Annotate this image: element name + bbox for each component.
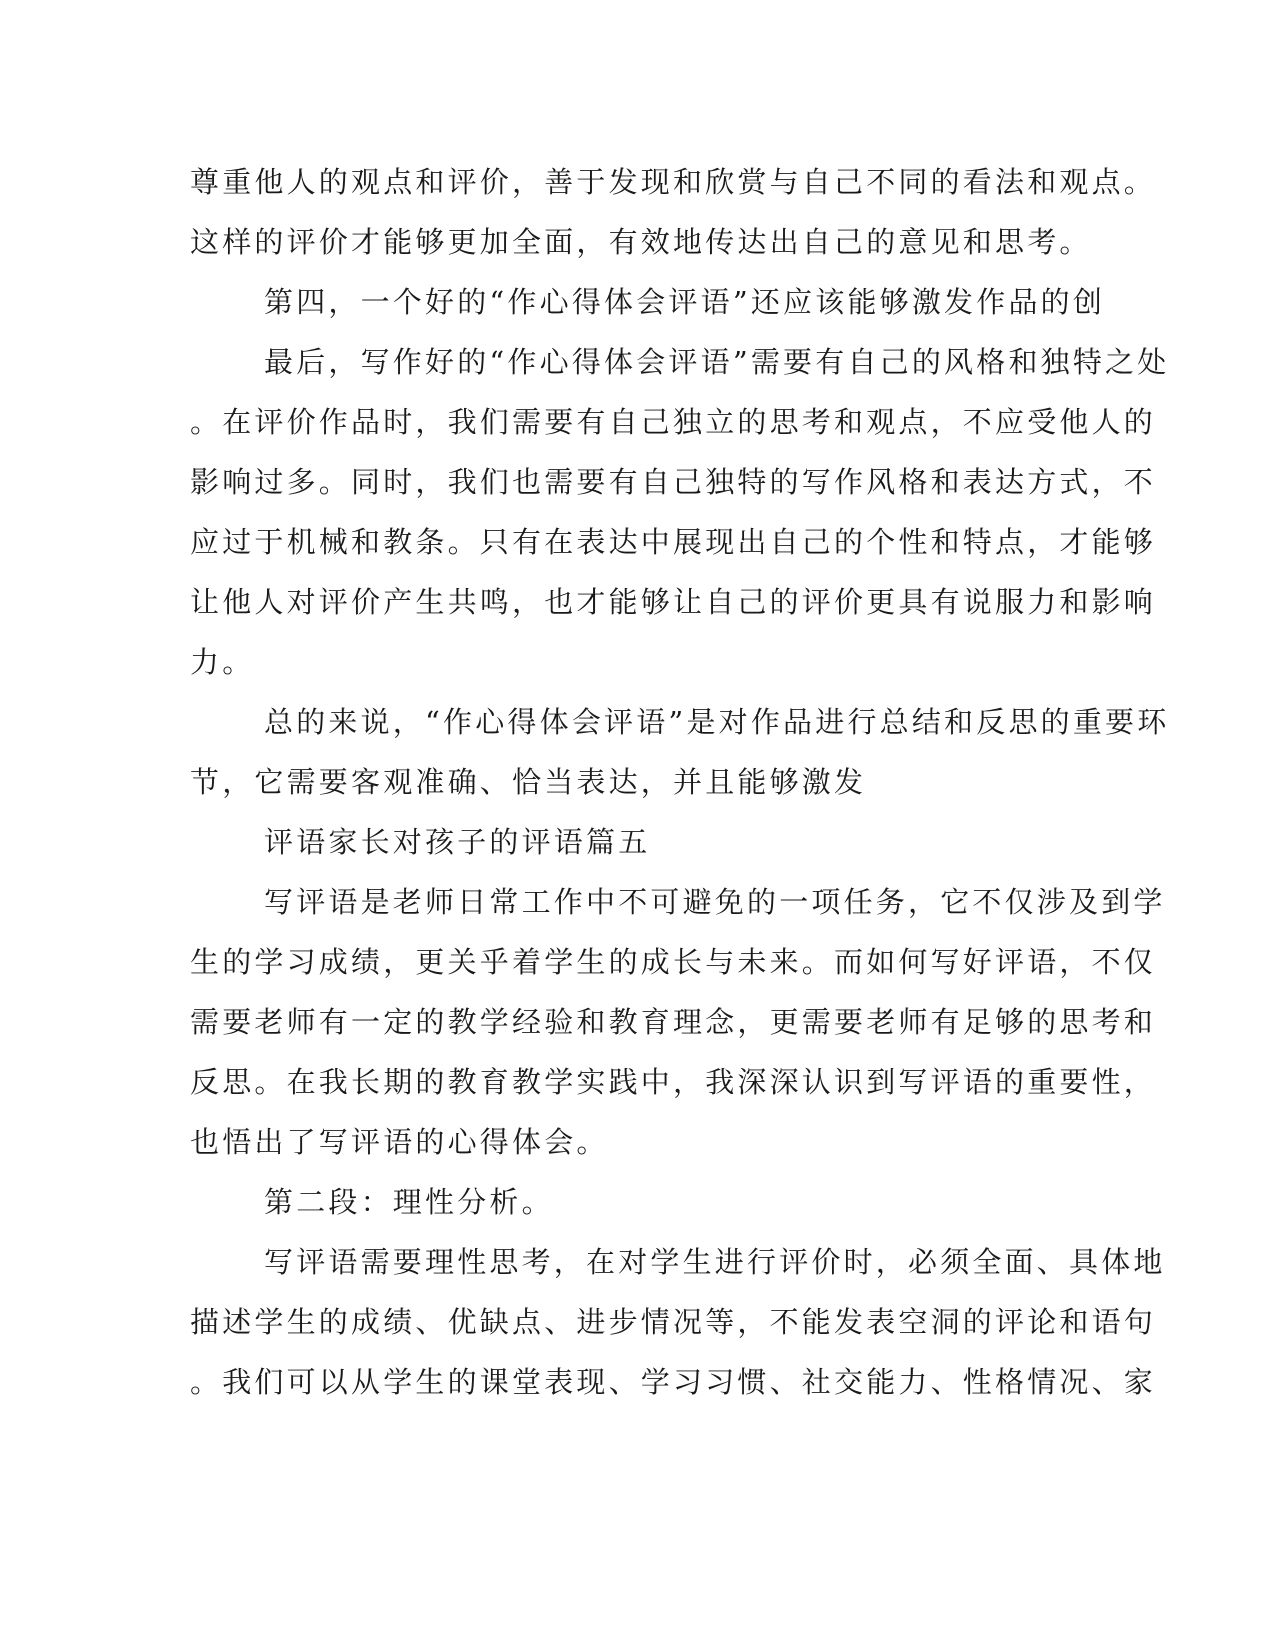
text-line: 第二段：理性分析。 (264, 1185, 554, 1219)
text-line: 写评语是老师日常工作中不可避免的一项任务，它不仅涉及到学 (264, 885, 1166, 919)
text-line: 反思。在我长期的教育教学实践中，我深深认识到写评语的重要性， (190, 1065, 1157, 1099)
text-line: 。我们可以从学生的课堂表现、学习习惯、社交能力、性格情况、家 (190, 1365, 1157, 1399)
text-line: 应过于机械和教条。只有在表达中展现出自己的个性和特点，才能够 (190, 525, 1157, 559)
text-line: 。在评价作品时，我们需要有自己独立的思考和观点，不应受他人的 (190, 405, 1157, 439)
section-heading: 评语家长对孩子的评语篇五 (264, 825, 651, 859)
text-line: 让他人对评价产生共鸣，也才能够让自己的评价更具有说服力和影响 (190, 585, 1157, 619)
text-line: 描述学生的成绩、优缺点、进步情况等，不能发表空洞的评论和语句 (190, 1305, 1157, 1339)
text-line: 总的来说，“作心得体会评语”是对作品进行总结和反思的重要环 (264, 705, 1170, 739)
text-line: 这样的评价才能够更加全面，有效地传达出自己的意见和思考。 (190, 225, 1092, 259)
text-line: 也悟出了写评语的心得体会。 (190, 1125, 609, 1159)
text-line: 影响过多。同时，我们也需要有自己独特的写作风格和表达方式，不 (190, 465, 1157, 499)
text-line: 节，它需要客观准确、恰当表达，并且能够激发 (190, 765, 867, 799)
text-line: 第四，一个好的“作心得体会评语”还应该能够激发作品的创 (264, 285, 1106, 319)
text-line: 尊重他人的观点和评价，善于发现和欣赏与自己不同的看法和观点。 (190, 165, 1157, 199)
text-line: 最后，写作好的“作心得体会评语”需要有自己的风格和独特之处 (264, 345, 1170, 379)
text-line: 需要老师有一定的教学经验和教育理念，更需要老师有足够的思考和 (190, 1005, 1157, 1039)
text-line: 生的学习成绩，更关乎着学生的成长与未来。而如何写好评语，不仅 (190, 945, 1157, 979)
text-line: 写评语需要理性思考，在对学生进行评价时，必须全面、具体地 (264, 1245, 1166, 1279)
text-line: 力。 (190, 645, 255, 679)
